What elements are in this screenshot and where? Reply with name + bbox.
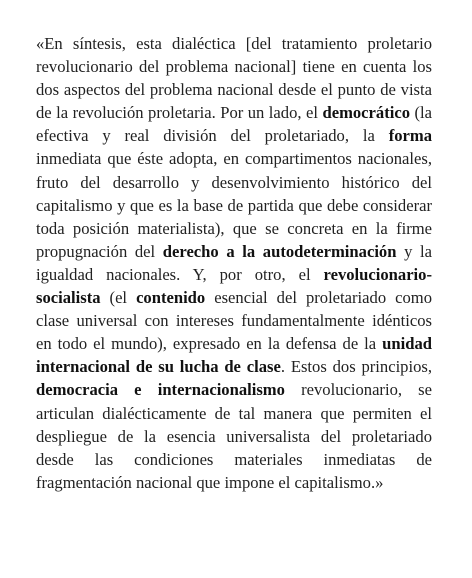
quote-text: revolucionario, se articulan dialécticamente de tal manera que permiten el despliegue de la esencia universalista del proletariado desde las condiciones materiales inmediatas de fragmentación nacional que impone el capitalismo.» <box>36 380 432 492</box>
bold-term-democratico: democrático <box>322 103 411 123</box>
quote-text: (el <box>100 288 137 308</box>
bold-term-autodeterminacion: derecho a la autodeterminación <box>162 241 397 261</box>
bold-term-unidad-internacional: unidad internacional de su lucha de clase <box>36 334 432 377</box>
bold-term-democracia-internacionalismo: democracia e internacionalismo <box>36 380 285 400</box>
quote-paragraph <box>36 32 432 494</box>
quote-text: (la efectiva y real división del proletariado, la <box>36 103 432 146</box>
quote-text: y la igualdad nacionales. Y, por otro, el <box>36 241 432 284</box>
quote-text: inmediata que éste adopta, en compartimentos nacionales, fruto del desarrollo y desenvolvimiento histórico del capitalismo y que es la base de partida que debe considerar toda posición materialista), que se concreta en la firme propugnación del <box>36 149 432 261</box>
bold-term-contenido: contenido <box>136 288 206 308</box>
bold-term-revolucionario-socialista: revolucionario-socialista <box>36 264 432 308</box>
quote-text: esencial del proletariado como clase universal con intereses fundamentalmente idénticos en todo el mundo), expresado en la defensa de la <box>36 288 432 354</box>
bold-term-forma: forma <box>388 126 432 146</box>
quote-text: «En síntesis, esta dialéctica [del tratamiento proletario revolucionario del problema nacional] tiene en cuenta los dos aspectos del problema nacional desde el punto de vista de la revolución proletaria. Por un lado, el <box>36 34 432 123</box>
quote-text: . Estos dos principios, <box>280 357 432 377</box>
